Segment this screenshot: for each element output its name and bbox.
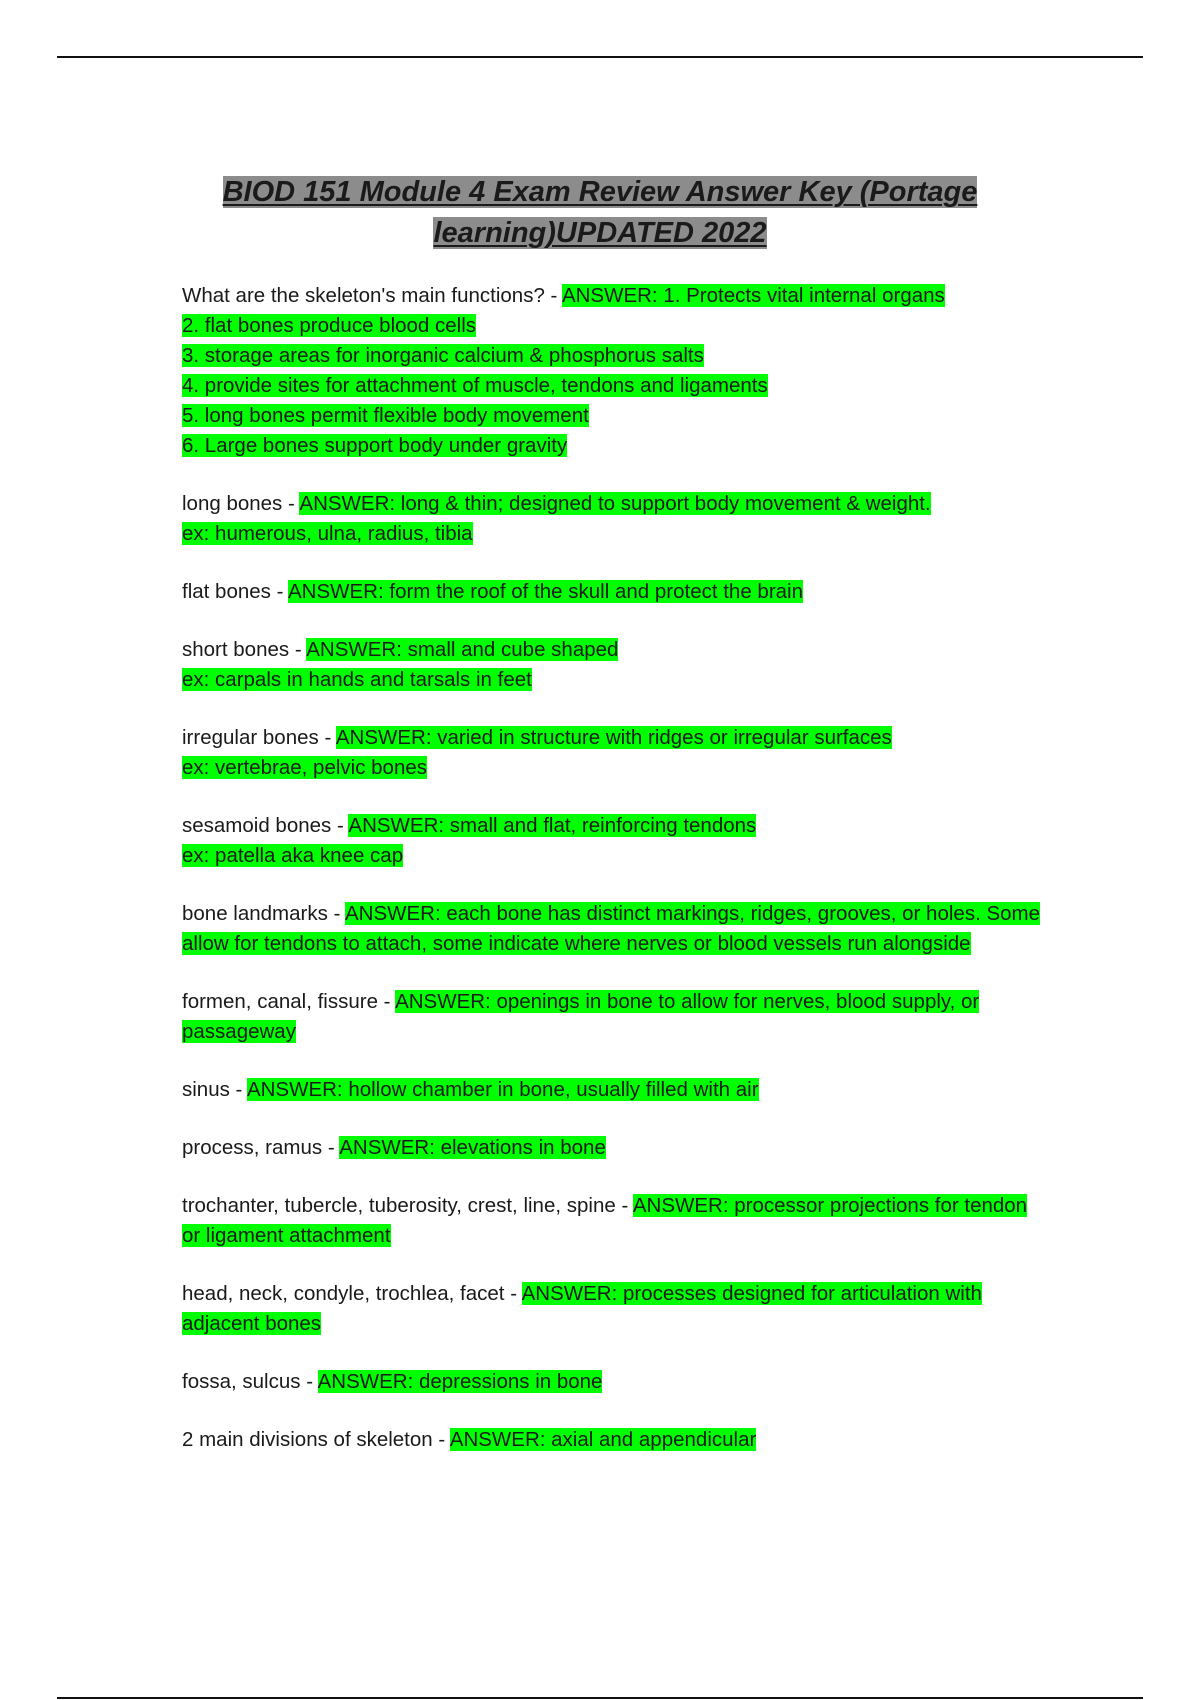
answer-text: ANSWER: hollow chamber in bone, usually filled with air — [246, 1078, 759, 1101]
qa-item — [182, 987, 1042, 1047]
title-line-2: learning)UPDATED 2022 — [433, 217, 767, 249]
top-rule — [57, 56, 1143, 58]
qa-list — [182, 281, 1042, 1483]
question-text: head, neck, condyle, trochlea, facet — [182, 1282, 505, 1305]
question-text: sinus — [182, 1078, 230, 1101]
question-answer-separator: - — [331, 814, 349, 837]
question-answer-separator: - — [322, 1136, 340, 1159]
answer-text: ANSWER: processor projections for tendon or ligament attachment — [182, 1194, 1028, 1247]
qa-item — [182, 1367, 1042, 1397]
answer-text: ANSWER: small and flat, reinforcing tendons ex: patella aka knee cap — [182, 814, 757, 867]
question-answer-separator: - — [282, 492, 300, 515]
qa-item — [182, 577, 1042, 607]
qa-item — [182, 635, 1042, 695]
question-answer-separator: - — [615, 1194, 633, 1217]
question-text: 2 main divisions of skeleton — [182, 1428, 433, 1451]
question-answer-separator: - — [432, 1428, 450, 1451]
answer-text: ANSWER: 1. Protects vital internal organs 2. flat bones produce blood cells 3. storage areas for inorganic calcium & phosphorus salts 4. provide sites for attachment of muscle, tendons and ligaments 5. long bones permit flexible body movement 6. Large bones support body under gravity — [182, 284, 945, 457]
bottom-rule — [57, 1697, 1143, 1699]
answer-text: ANSWER: long & thin; designed to support body movement & weight. ex: humerous, ulna, radius, tibia — [182, 492, 931, 545]
qa-item — [182, 1075, 1042, 1105]
answer-text: ANSWER: each bone has distinct markings, ridges, grooves, or holes. Some allow for tendons to attach, some indicate where nerves or blood vessels run alongside — [182, 902, 1041, 955]
question-text: fossa, sulcus — [182, 1370, 301, 1393]
question-text: process, ramus — [182, 1136, 323, 1159]
answer-text: ANSWER: small and cube shaped ex: carpals in hands and tarsals in feet — [182, 638, 619, 691]
question-text: bone landmarks — [182, 902, 328, 925]
answer-text: ANSWER: openings in bone to allow for nerves, blood supply, or passageway — [182, 990, 980, 1043]
question-answer-separator: - — [544, 284, 562, 307]
qa-item — [182, 899, 1042, 959]
answer-text: ANSWER: varied in structure with ridges or irregular surfaces ex: vertebrae, pelvic bones — [182, 726, 892, 779]
answer-text: ANSWER: elevations in bone — [339, 1136, 606, 1159]
document-title — [180, 172, 1020, 254]
question-answer-separator: - — [318, 726, 336, 749]
qa-item — [182, 811, 1042, 871]
question-answer-separator: - — [229, 1078, 247, 1101]
qa-item — [182, 489, 1042, 549]
question-text: long bones — [182, 492, 283, 515]
qa-item — [182, 281, 1042, 461]
question-text: formen, canal, fissure — [182, 990, 378, 1013]
question-answer-separator: - — [270, 580, 288, 603]
qa-item — [182, 1425, 1042, 1455]
question-text: What are the skeleton's main functions? — [182, 284, 545, 307]
answer-text: ANSWER: axial and appendicular — [449, 1428, 757, 1451]
title-line-1: BIOD 151 Module 4 Exam Review Answer Key (Portage — [222, 176, 978, 208]
question-answer-separator: - — [377, 990, 396, 1013]
question-text: flat bones — [182, 580, 271, 603]
question-text: irregular bones — [182, 726, 319, 749]
question-answer-separator: - — [289, 638, 307, 661]
qa-item — [182, 723, 1042, 783]
qa-item — [182, 1191, 1042, 1251]
answer-text: ANSWER: processes designed for articulation with adjacent bones — [182, 1282, 982, 1335]
answer-text: ANSWER: depressions in bone — [317, 1370, 603, 1393]
question-text: trochanter, tubercle, tuberosity, crest, line, spine — [182, 1194, 616, 1217]
question-text: sesamoid bones — [182, 814, 332, 837]
question-answer-separator: - — [504, 1282, 522, 1305]
qa-item — [182, 1279, 1042, 1339]
question-text: short bones — [182, 638, 290, 661]
qa-item — [182, 1133, 1042, 1163]
question-answer-separator: - — [327, 902, 345, 925]
answer-text: ANSWER: form the roof of the skull and protect the brain — [288, 580, 804, 603]
question-answer-separator: - — [300, 1370, 318, 1393]
